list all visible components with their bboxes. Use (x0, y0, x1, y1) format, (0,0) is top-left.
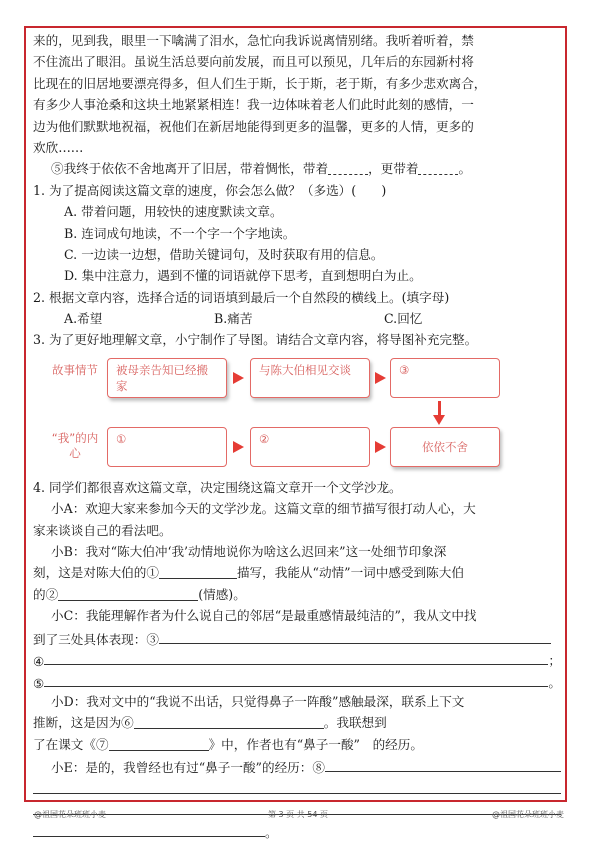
paragraph-5: ⑤我终于依依不舍地离开了旧居，带着惆怅，带着 ，更带着 。 (51, 161, 472, 177)
passage-line: 来的，见到我，眼里一下噙满了泪水，急忙向我诉说离情别绪。我听着听着，禁 (33, 33, 474, 48)
answer-blank[interactable] (418, 160, 458, 175)
passage-line: 有多少人事沧桑和这块土地紧紧相连！我一边体味着老人们此时此刻的感情，一 (33, 97, 474, 113)
speaker-e-line: 小E：是的，我曾经也有过“鼻子一酸”的经历：⑧ (33, 755, 561, 776)
speaker-c-line: 小C：我能理解作者为什么说自己的邻居“是最重感情最纯洁的”，我从文中找 (51, 608, 477, 624)
arrow-right-icon (233, 372, 244, 384)
arrow-right-icon (375, 441, 386, 453)
mind-map-feeling-box-1[interactable]: ① (107, 427, 227, 467)
worksheet-content (33, 30, 561, 841)
mind-map-plot-box-2: 与陈大伯相见交谈 (250, 358, 370, 398)
answer-blank-5[interactable] (44, 672, 548, 687)
answer-blank-8-end[interactable] (33, 822, 265, 837)
answer-blank-7[interactable] (109, 736, 209, 751)
mind-map-row-label-plot: 故事情节 (52, 362, 98, 377)
question-2-option-a[interactable]: A.希望 (64, 311, 103, 327)
answer-line-5: ⑤ 。 (33, 669, 561, 690)
speaker-c-line: 到了三处具体表现：③ (33, 627, 561, 648)
answer-blank-4[interactable] (44, 650, 548, 665)
answer-line-8 (33, 776, 561, 797)
question-1-option-b[interactable]: B. 连词成句地读，不一个字一个字地读。 (64, 225, 296, 241)
speaker-d-line: 了在课文《⑦ 》中，作者也有“鼻子一酸” 的经历。 (33, 736, 423, 752)
page-footer (0, 809, 596, 823)
question-2-options (33, 308, 561, 329)
answer-line-8: 。 (33, 819, 561, 840)
passage-line: 欢欣…… (33, 139, 84, 155)
arrow-right-icon (233, 441, 244, 453)
answer-blank-6[interactable] (134, 714, 324, 729)
question-1-option-a[interactable]: A. 带着问题，用较快的速度默读文章。 (64, 204, 283, 220)
answer-blank-3[interactable] (159, 629, 551, 644)
question-4-stem: 4. 同学们都很喜欢这篇文章，决定围绕这篇文章开一个文学沙龙。 (33, 479, 402, 495)
arrow-right-icon (375, 372, 386, 384)
mind-map-plot-box-3[interactable]: ③ (390, 358, 500, 398)
answer-blank-8-cont[interactable] (33, 779, 561, 794)
mind-map-feeling-box-2[interactable]: ② (250, 427, 370, 467)
footer-watermark-left: @祖国花朵班班小麦 (34, 810, 106, 819)
question-2-stem: 2. 根据文章内容，选择合适的词语填到最后一个自然段的横线上。(填字母) (33, 289, 450, 305)
answer-blank-8[interactable] (325, 757, 561, 772)
mind-map (33, 355, 561, 475)
answer-blank-2[interactable] (58, 586, 198, 601)
passage-line: 不住流出了眼泪。虽说生活总要向前发展，而且可以预见，几年后的东园新村将 (33, 54, 474, 70)
passage-line: 比现在的旧居地要漂亮得多，但人们生于斯，长于斯，老于斯，有多少悲欢离合， (33, 75, 487, 91)
footer-watermark-right: @祖国花朵班班小麦 (492, 810, 564, 819)
mind-map-row-label-feeling: “我”的内心 (51, 430, 99, 460)
answer-line-4: ④ ； (33, 648, 561, 669)
question-3-stem: 3. 为了更好地理解文章，小宁制作了导图。请结合文章内容，将导图补充完整。 (33, 332, 478, 348)
mind-map-feeling-box-3: 依依不舍 (390, 427, 500, 467)
arrow-down-icon (433, 415, 445, 425)
question-1-option-c[interactable]: C. 一边读一边想，借助关键词句，及时获取有用的信息。 (64, 246, 384, 262)
answer-blank-1[interactable] (159, 564, 237, 579)
speaker-d-line: 推断，这是因为⑥ 。我联想到 (33, 715, 387, 731)
answer-blank[interactable] (328, 160, 368, 175)
speaker-b-line: 小B：我对“陈大伯冲‘我’动情地说你为啥这么迟回来”这一处细节印象深 (51, 544, 447, 560)
speaker-b-line: 的② (情感)。 (33, 586, 246, 602)
speaker-d-line: 小D：我对文中的“我说不出话，只觉得鼻子一阵酸”感触最深，联系上下文 (51, 693, 465, 709)
mind-map-plot-box-1: 被母亲告知已经搬家 (107, 358, 227, 398)
question-1-option-d[interactable]: D. 集中注意力，遇到不懂的词语就停下思考，直到想明白为止。 (64, 268, 422, 284)
question-1-stem: 1. 为了提高阅读这篇文章的速度，你会怎么做？（多选）( ) (33, 182, 387, 198)
speaker-a-line: 小A：欢迎大家来参加今天的文学沙龙。这篇文章的细节描写很打动人心，大 (51, 501, 476, 517)
question-2-option-b[interactable]: B.痛苦 (214, 311, 253, 327)
page-number: 第 3 页 共 54 页 (268, 810, 328, 819)
speaker-b-line: 刻，这是对陈大伯的① 描写，我能从“动情”一词中感受到陈大伯 (33, 565, 464, 581)
passage-line: 边为他们默默地祝福，祝他们在新居地能得到更多的温馨，更多的人情，更多的 (33, 118, 474, 134)
question-2-option-c[interactable]: C.回忆 (384, 311, 423, 327)
speaker-a-line: 家来谈谈自己的看法吧。 (33, 522, 172, 538)
